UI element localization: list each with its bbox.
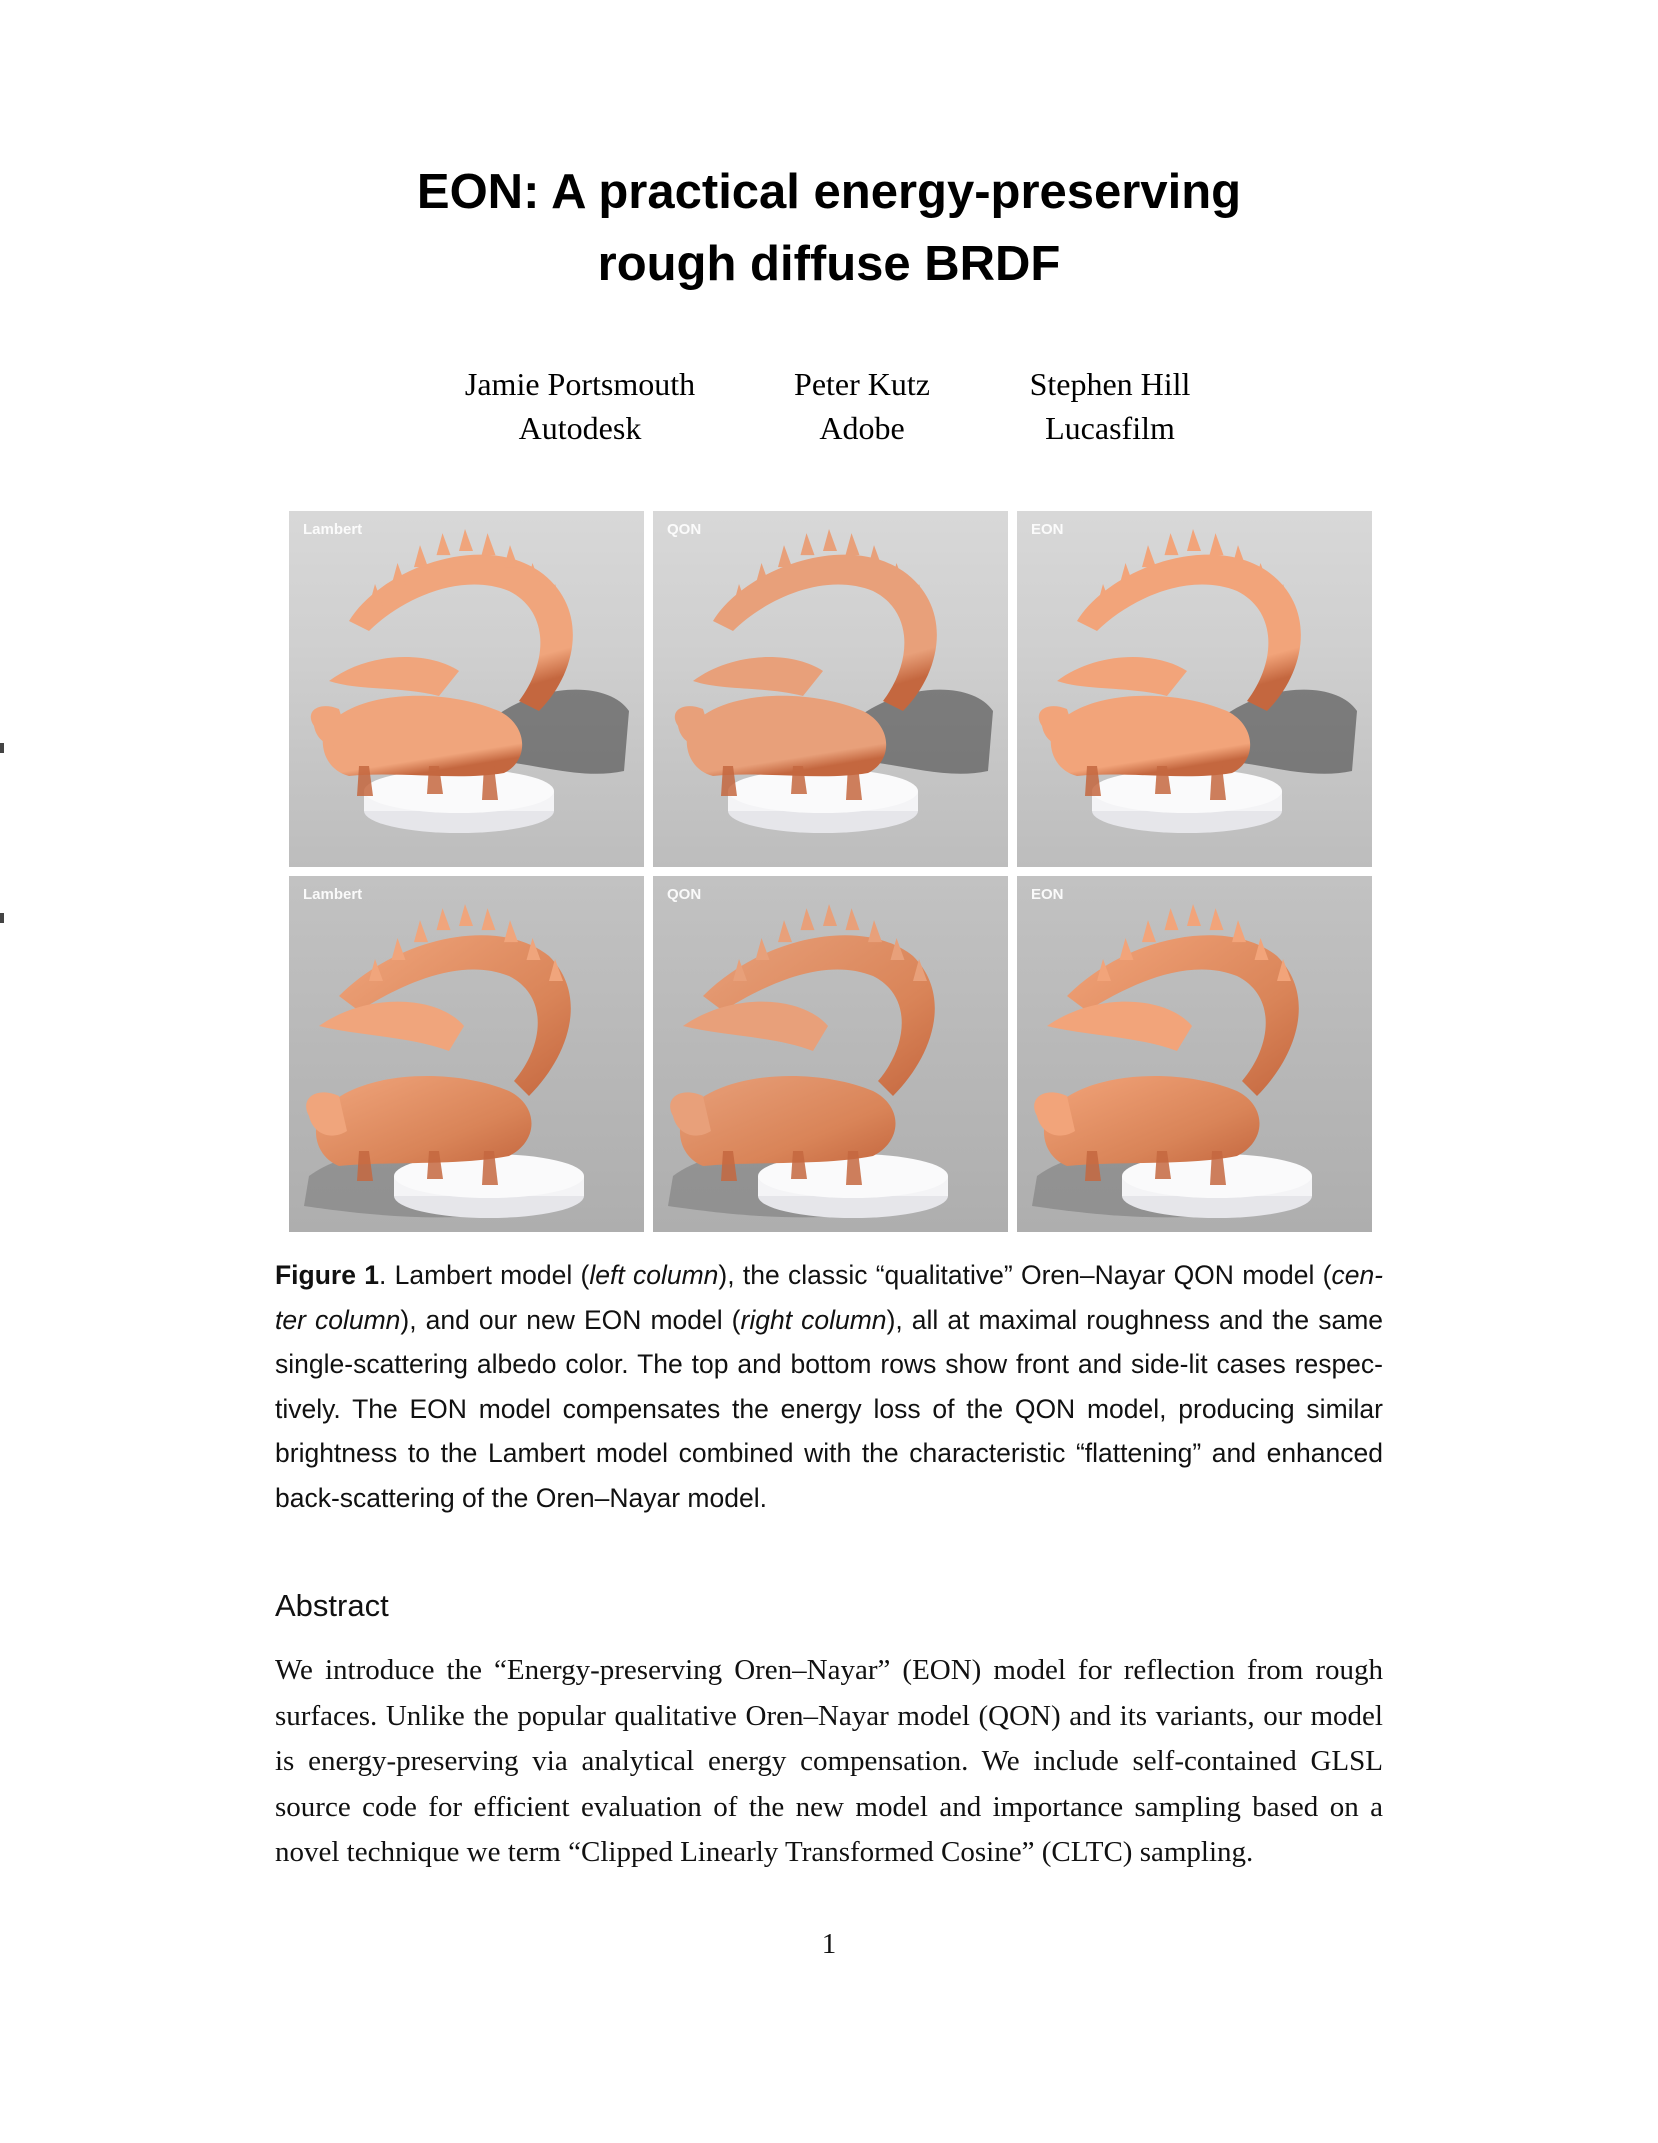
panel-label: EON bbox=[1031, 521, 1064, 538]
dragon-render-image bbox=[1017, 876, 1372, 1232]
caption-line: ter column), and our new EON model (right column), all at maximal roughness and the same bbox=[275, 1304, 1384, 1335]
render-panel-lambert-top bbox=[289, 511, 644, 867]
panel-label: Lambert bbox=[303, 521, 363, 538]
author-name: Jamie Portsmouth bbox=[464, 366, 696, 402]
dragon-render-image bbox=[1017, 511, 1372, 867]
author-block bbox=[1015, 362, 1205, 450]
author-affiliation: Lucasfilm bbox=[1045, 410, 1175, 446]
render-panel-qon-top bbox=[653, 511, 1008, 867]
abstract-heading: Abstract bbox=[275, 1588, 389, 1623]
dragon-render-image bbox=[653, 511, 1008, 867]
dragon-render-image bbox=[289, 511, 644, 867]
author-affiliation: Adobe bbox=[819, 410, 905, 446]
render-panel-lambert-bottom bbox=[289, 876, 644, 1232]
render-panel-eon-bottom bbox=[1017, 876, 1372, 1232]
author-block bbox=[460, 362, 700, 450]
caption-line: Figure 1. Lambert model (left column), the classic “qualitative” Oren–Nayar QON model (cen- bbox=[275, 1260, 1384, 1290]
panel-label: EON bbox=[1031, 886, 1064, 903]
figure-caption bbox=[275, 1253, 1383, 1520]
caption-line: single-scattering albedo color. The top and bottom rows show front and side-lit cases respec- bbox=[275, 1349, 1383, 1379]
margin-mark bbox=[0, 913, 4, 923]
dragon-render-image bbox=[289, 876, 644, 1232]
caption-line: tively. The EON model compensates the energy loss of the QON model, producing similar bbox=[275, 1393, 1383, 1424]
figure-label: Figure 1 bbox=[275, 1260, 379, 1290]
panel-label: Lambert bbox=[303, 886, 363, 903]
page-number: 1 bbox=[821, 1928, 837, 1960]
figure-render-grid bbox=[289, 511, 1381, 1237]
abstract-line: is energy-preserving via analytical energy compensation. We include self-contained GLSL bbox=[275, 1745, 1383, 1777]
author-block bbox=[777, 362, 947, 450]
paper-title bbox=[0, 156, 1658, 300]
author-name: Peter Kutz bbox=[794, 366, 930, 402]
panel-label: QON bbox=[667, 886, 702, 903]
panel-label: QON bbox=[667, 521, 702, 538]
render-panel-qon-bottom bbox=[653, 876, 1008, 1232]
abstract-line: source code for efficient evaluation of the new model and importance sampling based on a bbox=[275, 1790, 1383, 1823]
author-name: Stephen Hill bbox=[1029, 366, 1191, 402]
abstract-body bbox=[275, 1648, 1383, 1876]
caption-line: brightness to the Lambert model combined with the characteristic “flattening” and enhanced bbox=[275, 1438, 1383, 1468]
title-line-2: rough diffuse BRDF bbox=[597, 237, 1061, 291]
render-panel-eon-top bbox=[1017, 511, 1372, 867]
caption-line: back-scattering of the Oren–Nayar model. bbox=[275, 1482, 767, 1513]
author-affiliation: Autodesk bbox=[518, 410, 642, 446]
abstract-line: surfaces. Unlike the popular qualitative Oren–Nayar model (QON) and its variants, our model bbox=[275, 1699, 1383, 1732]
title-line-1: EON: A practical energy-preserving bbox=[416, 165, 1242, 219]
abstract-line: We introduce the “Energy-preserving Oren–Nayar” (EON) model for reflection from rough bbox=[275, 1654, 1383, 1686]
abstract-line: novel technique we term “Clipped Linearly Transformed Cosine” (CLTC) sampling. bbox=[275, 1836, 1254, 1868]
dragon-render-image bbox=[653, 876, 1008, 1232]
margin-mark bbox=[0, 743, 4, 753]
